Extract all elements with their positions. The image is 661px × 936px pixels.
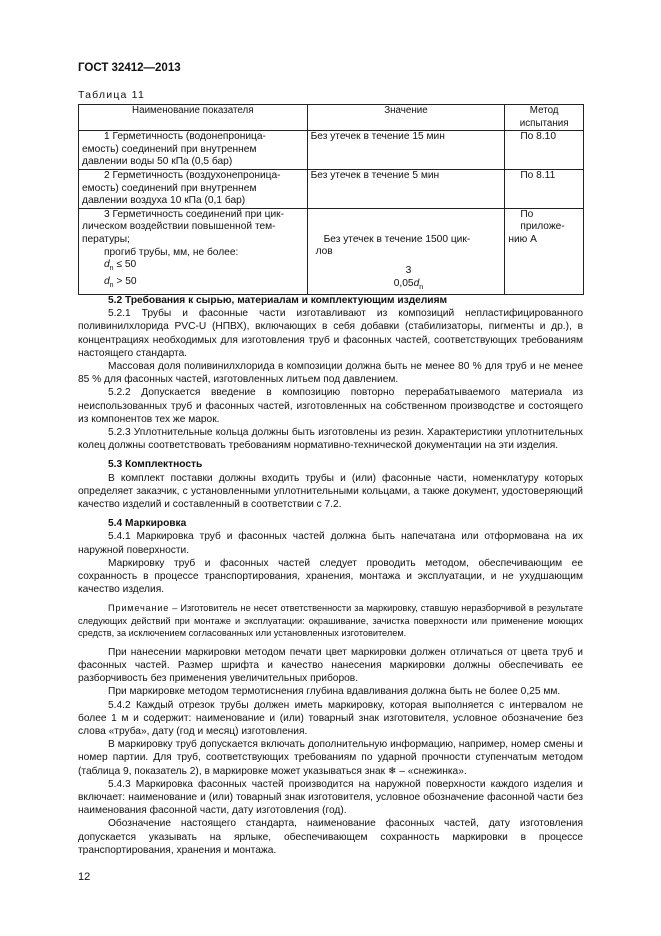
paragraph: 5.2.1 Трубы и фасонные части изготавливают из композиций непластифицированного поливинилхлорида PVC-U (НПВХ), включающих в себя добавки (стабилизаторы, пигменты и др.), в концентрациях необходимых для изготовления труб и фасонных частей, соответствующих требованиям настоящего стандарта. [78, 308, 583, 359]
note: Примечание – Изготовитель не несет ответственности за маркировку, ставшую неразборчивой в результате следующих действий при монтаже и эксплуатации: окрашивание, зачистка поверхности или применение моющих средств, за исключением согласованных или установленных изготовителем. [78, 603, 583, 639]
page-number: 12 [78, 871, 91, 883]
paragraph: 5.4.2 Каждый отрезок трубы должен иметь маркировку, которая выполняется с интервалом не более 1 м и содержит: наименование и (или) товарный знак изготовителя, условное обозначение без слова «труба», дату (год и месяц) изготовления. [78, 699, 583, 737]
section-54-title: 5.4 Маркировка [108, 518, 187, 530]
table-11 [78, 104, 584, 295]
section-53-title: 5.3 Комплектность [108, 459, 203, 471]
paragraph: Массовая доля поливинилхлорида в композиции должна быть не менее 80 % для труб и не менее 85 % для фасонных частей, изготовленных литьем под давлением. [78, 361, 583, 386]
table-caption: Таблица 11 [78, 89, 145, 101]
paragraph: В комплект поставки должны входить трубы и (или) фасонные части, номенклатуру которых определяет заказчик, с установленными уплотнительными кольцами, а также документ, удостоверяющий качество изделий и составленный в соответствии с 7.2. [78, 472, 583, 511]
row-name-cell: 3 Герметичность соединений при цик- лическом воздействии повышенной тем- пературы; прогиб трубы, мм, не более: $d_n \le 50$ $d_n > 50$ [79, 208, 308, 295]
table-row [79, 131, 584, 170]
standard-header: ГОСТ 32412—2013 [78, 62, 181, 74]
paragraph: 5.2.3 Уплотнительные кольца должны быть изготовлены из резин. Характеристики уплотнительных колец должны соответствовать требованиям нормативно-технической документации на эти изделия. [78, 427, 583, 452]
paragraph: Маркировку труб и фасонных частей следует проводить методом, обеспечивающим ее сохранность в процессе транспортирования, хранения, монтажа и эксплуатации, и не ухудшающим качество изделия. [78, 557, 583, 596]
paragraph: 5.2.2 Допускается введение в композицию повторно перерабатываемого материала из неиспользованных труб и фасонных частей, изготовленных на собственном производстве и состоящего из компонентов тех же марок. [78, 387, 583, 425]
row-method-cell: По 8.10 [505, 131, 584, 170]
paragraph: При нанесении маркировки методом печати цвет маркировки должен отличаться от цвета труб и фасонных частей. Размер шрифта и качество нанесения маркировки должны обеспечивать ее разборчивость без применения увеличительных приборов. [78, 646, 583, 685]
paragraph: В маркировку труб допускается включать дополнительную информацию, например, номер смены и номер партии. Для труб, соответствующих требованиям по ударной прочности ступенчатым методом (таблица 9, показатель 2), в маркировке может указываться знак ❄ – «снежинка». [78, 739, 583, 777]
row-name-cell: 1 Герметичность (водонепроница- емость) соединений при внутреннем давлении воды 50 кПа (0,5 бар) [79, 131, 308, 170]
table-header-row [79, 105, 584, 131]
section-52-title: 5.2 Требования к сырью, материалам и комплектующим изделиям [108, 295, 448, 306]
row-value-cell: Без утечек в течение 5 мин [307, 169, 505, 208]
paragraph: Обозначение настоящего стандарта, наименование фасонных частей, дату изготовления допускается указывать на ярлыке, обеспечивающем сохранность маркировки в процессе транспортирования, хранения и монтажа. [78, 818, 583, 856]
paragraph: 5.4.3 Маркировка фасонных частей производится на наружной поверхности каждого изделия и включает: наименование и (или) товарный знак изготовителя, условное обозначение фасонной части без наименования фасонной части, дату изготовления (год). [78, 778, 583, 817]
row-value-cell: Без утечек в течение 15 мин [307, 131, 505, 170]
row-method-cell: По приложе- нию А [505, 208, 584, 295]
paragraph: При маркировке методом термотиснения глубина вдавливания должна быть не более 0,25 мм. [108, 686, 561, 698]
column-header-method: Метод испытания [505, 105, 584, 131]
row-name-cell: 2 Герметичность (воздухонепроница- емость) соединений при внутреннем давлении воздуха 10 кПа (0,1 бар) [79, 169, 308, 208]
paragraph: 5.4.1 Маркировка труб и фасонных частей должна быть напечатана или отформована на их наружной поверхности. [78, 531, 583, 556]
table-row [79, 169, 584, 208]
row-value-cell: Без утечек в течение 1500 цик- лов 3 $0,05d_n$ [307, 208, 505, 295]
document-body [78, 294, 583, 857]
column-header-value: Значение [307, 105, 505, 131]
row-method-cell: По 8.11 [505, 169, 584, 208]
column-header-name: Наименование показателя [79, 105, 308, 131]
table-row [79, 208, 584, 295]
